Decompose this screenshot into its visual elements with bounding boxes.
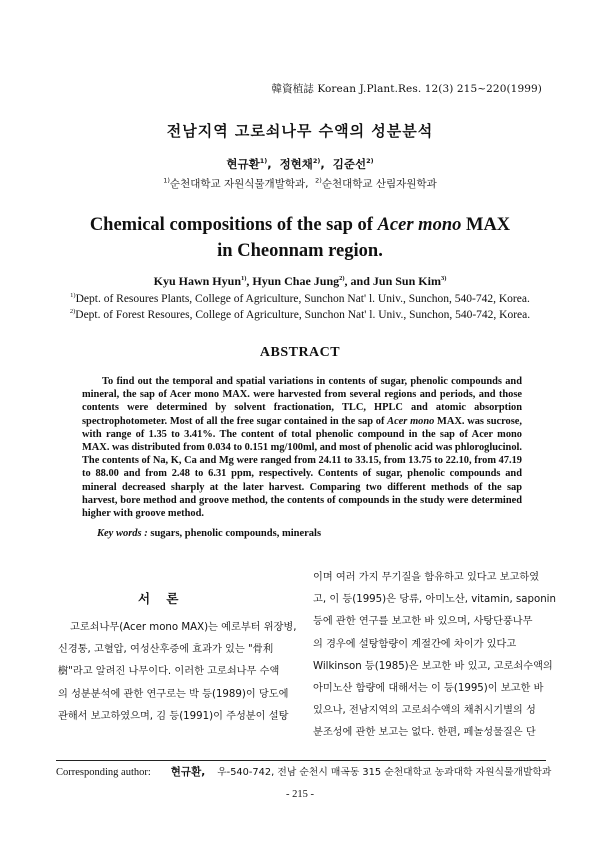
intro-left-line: 관해서 보고하였으며, 김 등(1991)이 주성분이 설탕	[58, 710, 289, 722]
intro-right-line: Wilkinson 등(1985)은 보고한 바 있고, 고로쇠수액의	[313, 660, 553, 672]
english-affil-1-text: Dept. of Resoures Plants, College of Agriculture, Sunchon Nat' l. Univ., Sunchon, 540-742, Korea.	[75, 293, 530, 305]
intro-heading: 서 론	[138, 591, 185, 606]
footer-divider	[56, 760, 546, 761]
english-author-1-sup: 1)	[241, 275, 247, 282]
korean-author-2: 정현채	[279, 157, 313, 171]
english-affil-2-sup: 2)	[69, 308, 76, 316]
english-affiliation-2	[0, 309, 600, 321]
abstract-paragraph	[82, 375, 522, 520]
korean-affil-2: 순천대학교 산림자원학과	[321, 178, 437, 190]
korean-author-3-sup: 2)	[366, 157, 374, 166]
english-author-sep-1: ,	[246, 274, 253, 288]
english-title	[0, 212, 600, 264]
corresponding-author	[56, 764, 556, 779]
journal-reference: 韓資植誌 Korean J.Plant.Res. 12(3) 215~220(1999)	[271, 83, 542, 95]
abstract-text-2: MAX. was sucrose, with range of 1.35 to 3.41%. The content of total phenolic compound in the sap of Acer mono MAX. was distributed from 0.034 to 0.151 mg/100ml, and most of phenolic acid was phloroglucinol. The contents of Na, K, Ca and Mg were ranged from 24.11 to 33.15, from 13.75 to 22.10, from 47.19 to 88.00 and from 2.48 to 6.31 ppm, respectively. Contents of sugar, phenolic compounds and mineral decreased sharply at the later harvest. Comparing two different methods of the sap harvest, bore method and groove method, the contents of compounds in the study were determined higher with groove method.	[82, 415, 522, 520]
korean-affil-1: 순천대학교 자원식물개발학과,	[169, 178, 309, 190]
keywords-list: sugars, phenolic compounds, minerals	[147, 528, 322, 539]
english-affil-2-text: Dept. of Forest Resoures, College of Agriculture, Sunchon Nat' l. Univ., Sunchon, 540-742, Korea.	[75, 309, 531, 321]
intro-right-line: 등에 관한 연구를 보고한 바 있으며, 사탕단풍나무	[313, 616, 533, 628]
intro-left-line: 樹"라고 알려진 나무이다. 이러한 고로쇠나무 수액	[58, 666, 280, 678]
intro-right-line: 고, 이 등(1995)은 당류, 아미노산, vitamin, saponin	[313, 594, 556, 606]
abstract-body	[82, 375, 522, 520]
english-author-2-sup: 2)	[339, 275, 345, 282]
english-author-3-sup: 3)	[440, 275, 447, 282]
korean-author-1: 현규환	[226, 157, 260, 171]
intro-left-column	[58, 617, 297, 728]
page-number: - 215 -	[286, 789, 314, 800]
korean-author-1-sup: 1)	[259, 157, 268, 166]
keywords-label: Key words :	[97, 528, 148, 539]
intro-right-line: 이며 여러 가지 무기질을 함유하고 있다고 보고하였	[313, 572, 540, 583]
english-title-line2: in Cheonnam region.	[217, 241, 383, 261]
intro-left-line: 고로쇠나무(Acer mono MAX)는 예로부터 위장병,	[70, 622, 297, 633]
korean-affiliations	[0, 176, 600, 191]
korean-affil-2-sup: 2)	[315, 176, 322, 185]
abstract-text-1: To find out the temporal and spatial variations in contents of sugar, phenolic compounds and mineral, the sap of Acer mono MAX. were harvested from several regions and periods, and those contents were determined by solvent fractionation, TLC, HPLC and atomic absorption spectrophotometer. Most of all the free sugar contained in the sap of	[82, 376, 522, 427]
keywords	[97, 528, 321, 539]
english-affil-1-sup: 1)	[70, 292, 76, 300]
english-author-sep-2: , and	[344, 274, 373, 288]
corresponding-author-address: 우-540-742, 전남 순천시 매곡동 315 순천대학교 농과대학 자원식물개발학과	[217, 767, 552, 778]
korean-title: 전남지역 고로쇠나무 수액의 성분분석	[166, 122, 434, 140]
english-affiliation-1	[0, 293, 600, 305]
intro-right-line: 분조성에 관한 보고는 없다. 한편, 페놀성물질은 단	[313, 727, 536, 739]
korean-authors: 현규환$^{1)}$, 정현채$^{2)}$, 김준선$^{2)}$	[226, 157, 374, 171]
english-title-line1-pre: Chemical compositions of the sap of	[89, 215, 378, 235]
intro-left-line: 신경통, 고혈압, 여성산후증에 효과가 있는 "骨利	[58, 644, 274, 656]
korean-author-2-sup: 2)	[312, 157, 321, 166]
corresponding-author-name: 현규환,	[170, 766, 206, 778]
korean-affil-1-sup: 1)	[163, 176, 170, 185]
english-authors	[0, 274, 600, 289]
english-title-line1-post: MAX	[461, 215, 511, 235]
intro-right-column	[313, 567, 556, 745]
english-author-2: Hyun Chae Jung	[252, 274, 340, 288]
korean-author-3: 김준선	[332, 157, 367, 171]
intro-right-line: 있으나, 전남지역의 고로쇠수액의 채취시기별의 성	[313, 705, 536, 717]
english-author-1: Kyu Hawn Hyun	[153, 274, 241, 288]
english-title-species: Acer mono	[377, 215, 462, 235]
english-author-3: Jun Sun Kim	[372, 274, 441, 288]
intro-right-line: 의 경우에 설탕함량이 계절간에 차이가 있다고	[313, 638, 517, 650]
intro-left-line: 의 성분분석에 관한 연구로는 박 등(1989)이 당도에	[58, 688, 289, 700]
intro-right-line: 아미노산 함량에 대해서는 이 등(1995)이 보고한 바	[313, 683, 544, 695]
abstract-species-italic: Acer mono	[387, 415, 435, 427]
abstract-heading: ABSTRACT	[259, 345, 341, 360]
corresponding-author-label: Corresponding author:	[56, 767, 151, 778]
